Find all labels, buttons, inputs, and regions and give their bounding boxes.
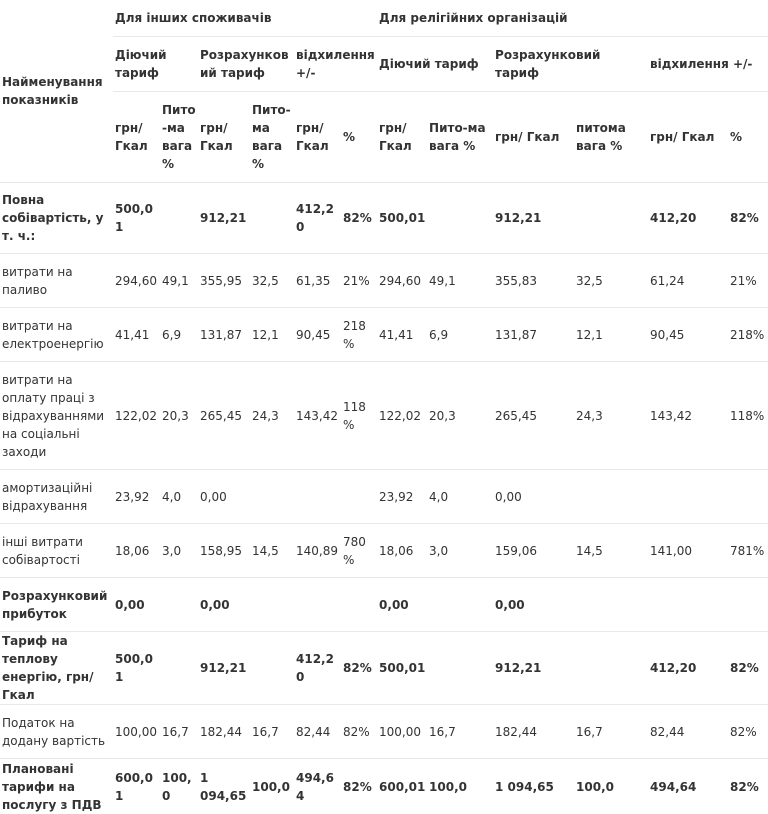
unit-header: % [728, 92, 768, 183]
cell [574, 632, 648, 705]
other-current-tariff: Діючий тариф [113, 37, 198, 92]
cell [250, 183, 294, 254]
cell: 4,0 [160, 470, 198, 524]
row-label: Тариф на теплову енергію, грн/Гкал [0, 632, 113, 705]
cell: 24,3 [574, 362, 648, 470]
cell: 21% [728, 254, 768, 308]
cell: 90,45 [648, 308, 728, 362]
cell: 294,60 [113, 254, 160, 308]
cell [574, 578, 648, 632]
cell: 0,00 [113, 578, 160, 632]
header-row-subgroups [0, 37, 768, 92]
row-label: Повна собівартість, у т. ч.: [0, 183, 113, 254]
cell: 100,00 [377, 705, 427, 759]
cell [648, 578, 728, 632]
cell: 16,7 [160, 705, 198, 759]
cell [250, 578, 294, 632]
cell [427, 632, 493, 705]
religious-current-tariff: Діючий тариф [377, 37, 493, 92]
table-row [0, 632, 768, 705]
unit-header: грн/ Гкал [377, 92, 427, 183]
cell: 32,5 [574, 254, 648, 308]
cell: 122,02 [377, 362, 427, 470]
religious-calc-tariff: Розрахунковий тариф [493, 37, 648, 92]
other-deviation: відхилення +/- [294, 37, 377, 92]
cell: 20,3 [427, 362, 493, 470]
cell [427, 578, 493, 632]
cell: 912,21 [493, 183, 574, 254]
cell: 0,00 [198, 578, 250, 632]
cell: 23,92 [113, 470, 160, 524]
cell: 82,44 [294, 705, 341, 759]
row-label: амортизаційні відрахування [0, 470, 113, 524]
cell: 131,87 [493, 308, 574, 362]
table-row [0, 254, 768, 308]
cell: 12,1 [250, 308, 294, 362]
group-other-consumers: Для інших споживачів [113, 0, 377, 37]
table-row [0, 524, 768, 578]
unit-header: % [341, 92, 377, 183]
cell: 159,06 [493, 524, 574, 578]
cell: 14,5 [574, 524, 648, 578]
cell: 294,60 [377, 254, 427, 308]
cell: 355,83 [493, 254, 574, 308]
cell: 23,92 [377, 470, 427, 524]
cell: 265,45 [198, 362, 250, 470]
cell: 90,45 [294, 308, 341, 362]
table-row [0, 578, 768, 632]
table-row [0, 470, 768, 524]
cell: 41,41 [377, 308, 427, 362]
cell: 41,41 [113, 308, 160, 362]
cell: 412,20 [648, 183, 728, 254]
cell [341, 470, 377, 524]
cell: 82% [341, 183, 377, 254]
cell: 82% [728, 632, 768, 705]
cell: 12,1 [574, 308, 648, 362]
cell: 600,01 [113, 759, 160, 814]
cell: 49,1 [427, 254, 493, 308]
cell: 0,00 [198, 470, 250, 524]
cell [250, 632, 294, 705]
cell [294, 470, 341, 524]
cell: 500,01 [113, 632, 160, 705]
cell: 412,20 [294, 183, 341, 254]
cell: 100,0 [427, 759, 493, 814]
unit-header: Пито-ма вага % [427, 92, 493, 183]
cell: 0,00 [493, 578, 574, 632]
cell: 412,20 [648, 632, 728, 705]
cell: 1 094,65 [198, 759, 250, 814]
cell: 494,64 [648, 759, 728, 814]
cell [648, 470, 728, 524]
cell: 3,0 [427, 524, 493, 578]
cell: 82% [341, 632, 377, 705]
cell: 61,35 [294, 254, 341, 308]
indicator-column-header: Найменування показників [0, 0, 113, 183]
cell: 61,24 [648, 254, 728, 308]
unit-header: грн/ Гкал [198, 92, 250, 183]
cell: 182,44 [198, 705, 250, 759]
cell: 0,00 [493, 470, 574, 524]
row-label: витрати на оплату праці з відрахуваннями на соціальні заходи [0, 362, 113, 470]
cell: 100,00 [113, 705, 160, 759]
cell: 16,7 [574, 705, 648, 759]
table-row [0, 362, 768, 470]
cell: 24,3 [250, 362, 294, 470]
cell: 118% [728, 362, 768, 470]
row-label: витрати на паливо [0, 254, 113, 308]
cell: 20,3 [160, 362, 198, 470]
group-religious-organizations: Для релігійних організацій [377, 0, 768, 37]
religious-deviation: відхилення +/- [648, 37, 768, 92]
cell [427, 183, 493, 254]
cell: 6,9 [427, 308, 493, 362]
cell: 265,45 [493, 362, 574, 470]
cell: 218% [728, 308, 768, 362]
cell: 82% [728, 183, 768, 254]
cell: 16,7 [427, 705, 493, 759]
cell: 143,42 [648, 362, 728, 470]
cell: 494,64 [294, 759, 341, 814]
cell: 82% [728, 705, 768, 759]
cell: 49,1 [160, 254, 198, 308]
unit-header: Пито-ма вага % [250, 92, 294, 183]
table-row [0, 705, 768, 759]
cell: 0,00 [377, 578, 427, 632]
cell: 82% [728, 759, 768, 814]
cell [294, 578, 341, 632]
unit-header: питома вага % [574, 92, 648, 183]
cell: 14,5 [250, 524, 294, 578]
cell: 21% [341, 254, 377, 308]
cell: 182,44 [493, 705, 574, 759]
table-row [0, 308, 768, 362]
cell: 412,20 [294, 632, 341, 705]
header-row-units [0, 92, 768, 183]
cell: 141,00 [648, 524, 728, 578]
header-row-groups [0, 0, 768, 37]
cell: 3,0 [160, 524, 198, 578]
cell: 1 094,65 [493, 759, 574, 814]
cell [574, 183, 648, 254]
cell: 118% [341, 362, 377, 470]
unit-header: грн/ Гкал [113, 92, 160, 183]
cell: 912,21 [198, 632, 250, 705]
cell: 500,01 [377, 632, 427, 705]
table-row [0, 759, 768, 814]
cell [160, 632, 198, 705]
cell: 355,95 [198, 254, 250, 308]
unit-header: Пито-ма вага % [160, 92, 198, 183]
row-label: Податок на додану вартість [0, 705, 113, 759]
row-label: витрати на електроенергію [0, 308, 113, 362]
cell: 600,01 [377, 759, 427, 814]
cell [341, 578, 377, 632]
cell: 143,42 [294, 362, 341, 470]
cell: 780% [341, 524, 377, 578]
cell: 32,5 [250, 254, 294, 308]
other-calc-tariff: Розрахунковий тариф [198, 37, 294, 92]
cell [574, 470, 648, 524]
table-row [0, 183, 768, 254]
cell [728, 578, 768, 632]
cell: 140,89 [294, 524, 341, 578]
cell: 16,7 [250, 705, 294, 759]
cell: 18,06 [377, 524, 427, 578]
cell: 100,0 [250, 759, 294, 814]
cell [160, 578, 198, 632]
cell [728, 470, 768, 524]
cell: 158,95 [198, 524, 250, 578]
cell: 781% [728, 524, 768, 578]
cell: 100,0 [160, 759, 198, 814]
unit-header: грн/ Гкал [294, 92, 341, 183]
cell: 218% [341, 308, 377, 362]
row-label: Розрахунковий прибуток [0, 578, 113, 632]
cell: 912,21 [493, 632, 574, 705]
cell: 100,0 [574, 759, 648, 814]
cell [160, 183, 198, 254]
row-label: інші витрати собівартості [0, 524, 113, 578]
cell: 82,44 [648, 705, 728, 759]
cell: 500,01 [113, 183, 160, 254]
cell: 82% [341, 759, 377, 814]
cell: 4,0 [427, 470, 493, 524]
cell [250, 470, 294, 524]
cell: 131,87 [198, 308, 250, 362]
unit-header: грн/ Гкал [648, 92, 728, 183]
cell: 912,21 [198, 183, 250, 254]
cell: 18,06 [113, 524, 160, 578]
cell: 500,01 [377, 183, 427, 254]
row-label: Плановані тарифи на послугу з ПДВ [0, 759, 113, 814]
cell: 122,02 [113, 362, 160, 470]
cell: 6,9 [160, 308, 198, 362]
cell: 82% [341, 705, 377, 759]
unit-header: грн/ Гкал [493, 92, 574, 183]
